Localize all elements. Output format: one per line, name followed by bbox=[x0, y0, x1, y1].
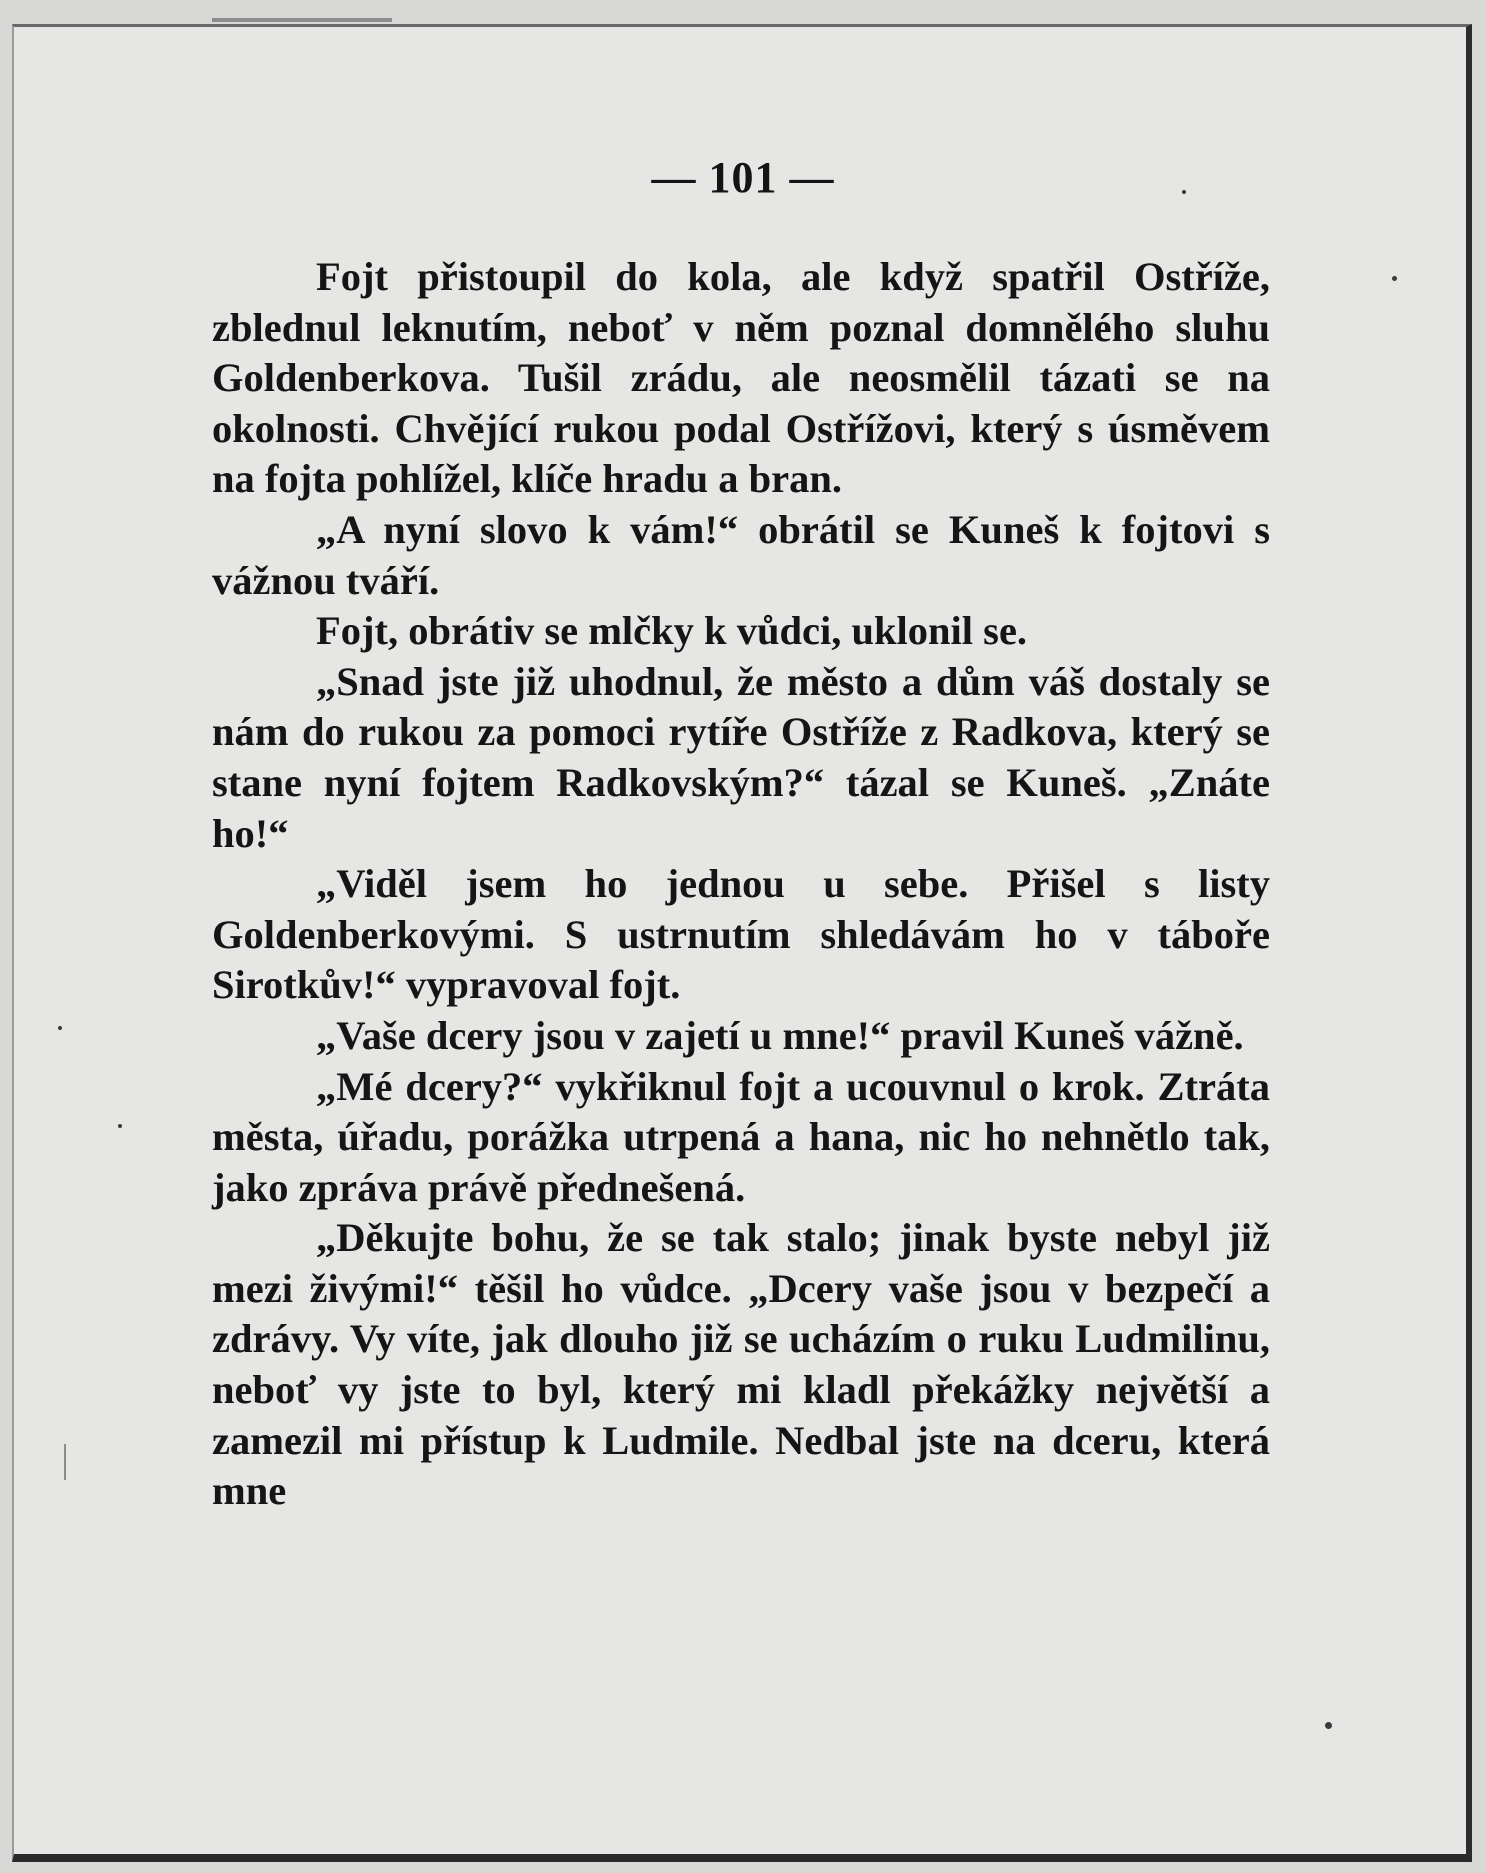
paragraph: „Děkujte bohu, že se tak stalo; jinak byste nebyl již mezi živými!“ těšil ho vůdce. „Dcery vaše jsou v bezpečí a zdrávy. Vy víte, jak dlouho již se ucházím o ruku Ludmilinu, neboť vy jste to byl, který mi kladl překážky největší a zamezil mi přístup k Ludmile. Nedbal jste na dceru, která mne bbox=[212, 1215, 1270, 1514]
body-text bbox=[212, 252, 1270, 1517]
scan-edge-mark bbox=[212, 18, 392, 22]
scan-speck bbox=[58, 1026, 62, 1030]
paragraph: „Vaše dcery jsou v zajetí u mne!“ pravil Kuneš vážně. bbox=[316, 1012, 1244, 1058]
page-number: — 101 — bbox=[651, 153, 835, 202]
scan-speck bbox=[1392, 276, 1397, 281]
scan-speck bbox=[118, 1124, 122, 1128]
scan-speck bbox=[1325, 1722, 1332, 1729]
paragraph: „Mé dcery?“ vykřiknul fojt a ucouvnul o krok. Ztráta města, úřadu, porážka utrpená a hana, nic ho nehnětlo tak, jako zpráva právě přednešená. bbox=[212, 1063, 1270, 1210]
paragraph: Fojt, obrátiv se mlčky k vůdci, uklonil se. bbox=[316, 608, 1028, 654]
paragraph: „A nyní slovo k vám!“ obrátil se Kuneš k fojtovi s vážnou tváří. bbox=[212, 506, 1270, 603]
paragraph: „Viděl jsem ho jednou u sebe. Přišel s listy Goldenberkovými. S ustrnutím shledávám ho v táboře Sirotkův!“ vypravoval fojt. bbox=[212, 861, 1270, 1008]
scan-edge-mark bbox=[64, 1444, 66, 1480]
paragraph: Fojt přistoupil do kola, ale když spatřil Ostříže, zblednul leknutím, neboť v něm poznal domnělého sluhu Goldenberkova. Tušil zrádu, ale neosmělil tázati se na okolnosti. Chvějící rukou podal Ostřížovi, který s úsměvem na fojta pohlížel, klíče hradu a bran. bbox=[212, 254, 1270, 502]
paragraph: „Snad jste již uhodnul, že město a dům váš dostaly se nám do rukou za pomoci rytíře Ostříže z Radkova, který se stane nyní fojtem Radkovským?“ tázal se Kuneš. „Znáte ho!“ bbox=[212, 658, 1270, 856]
